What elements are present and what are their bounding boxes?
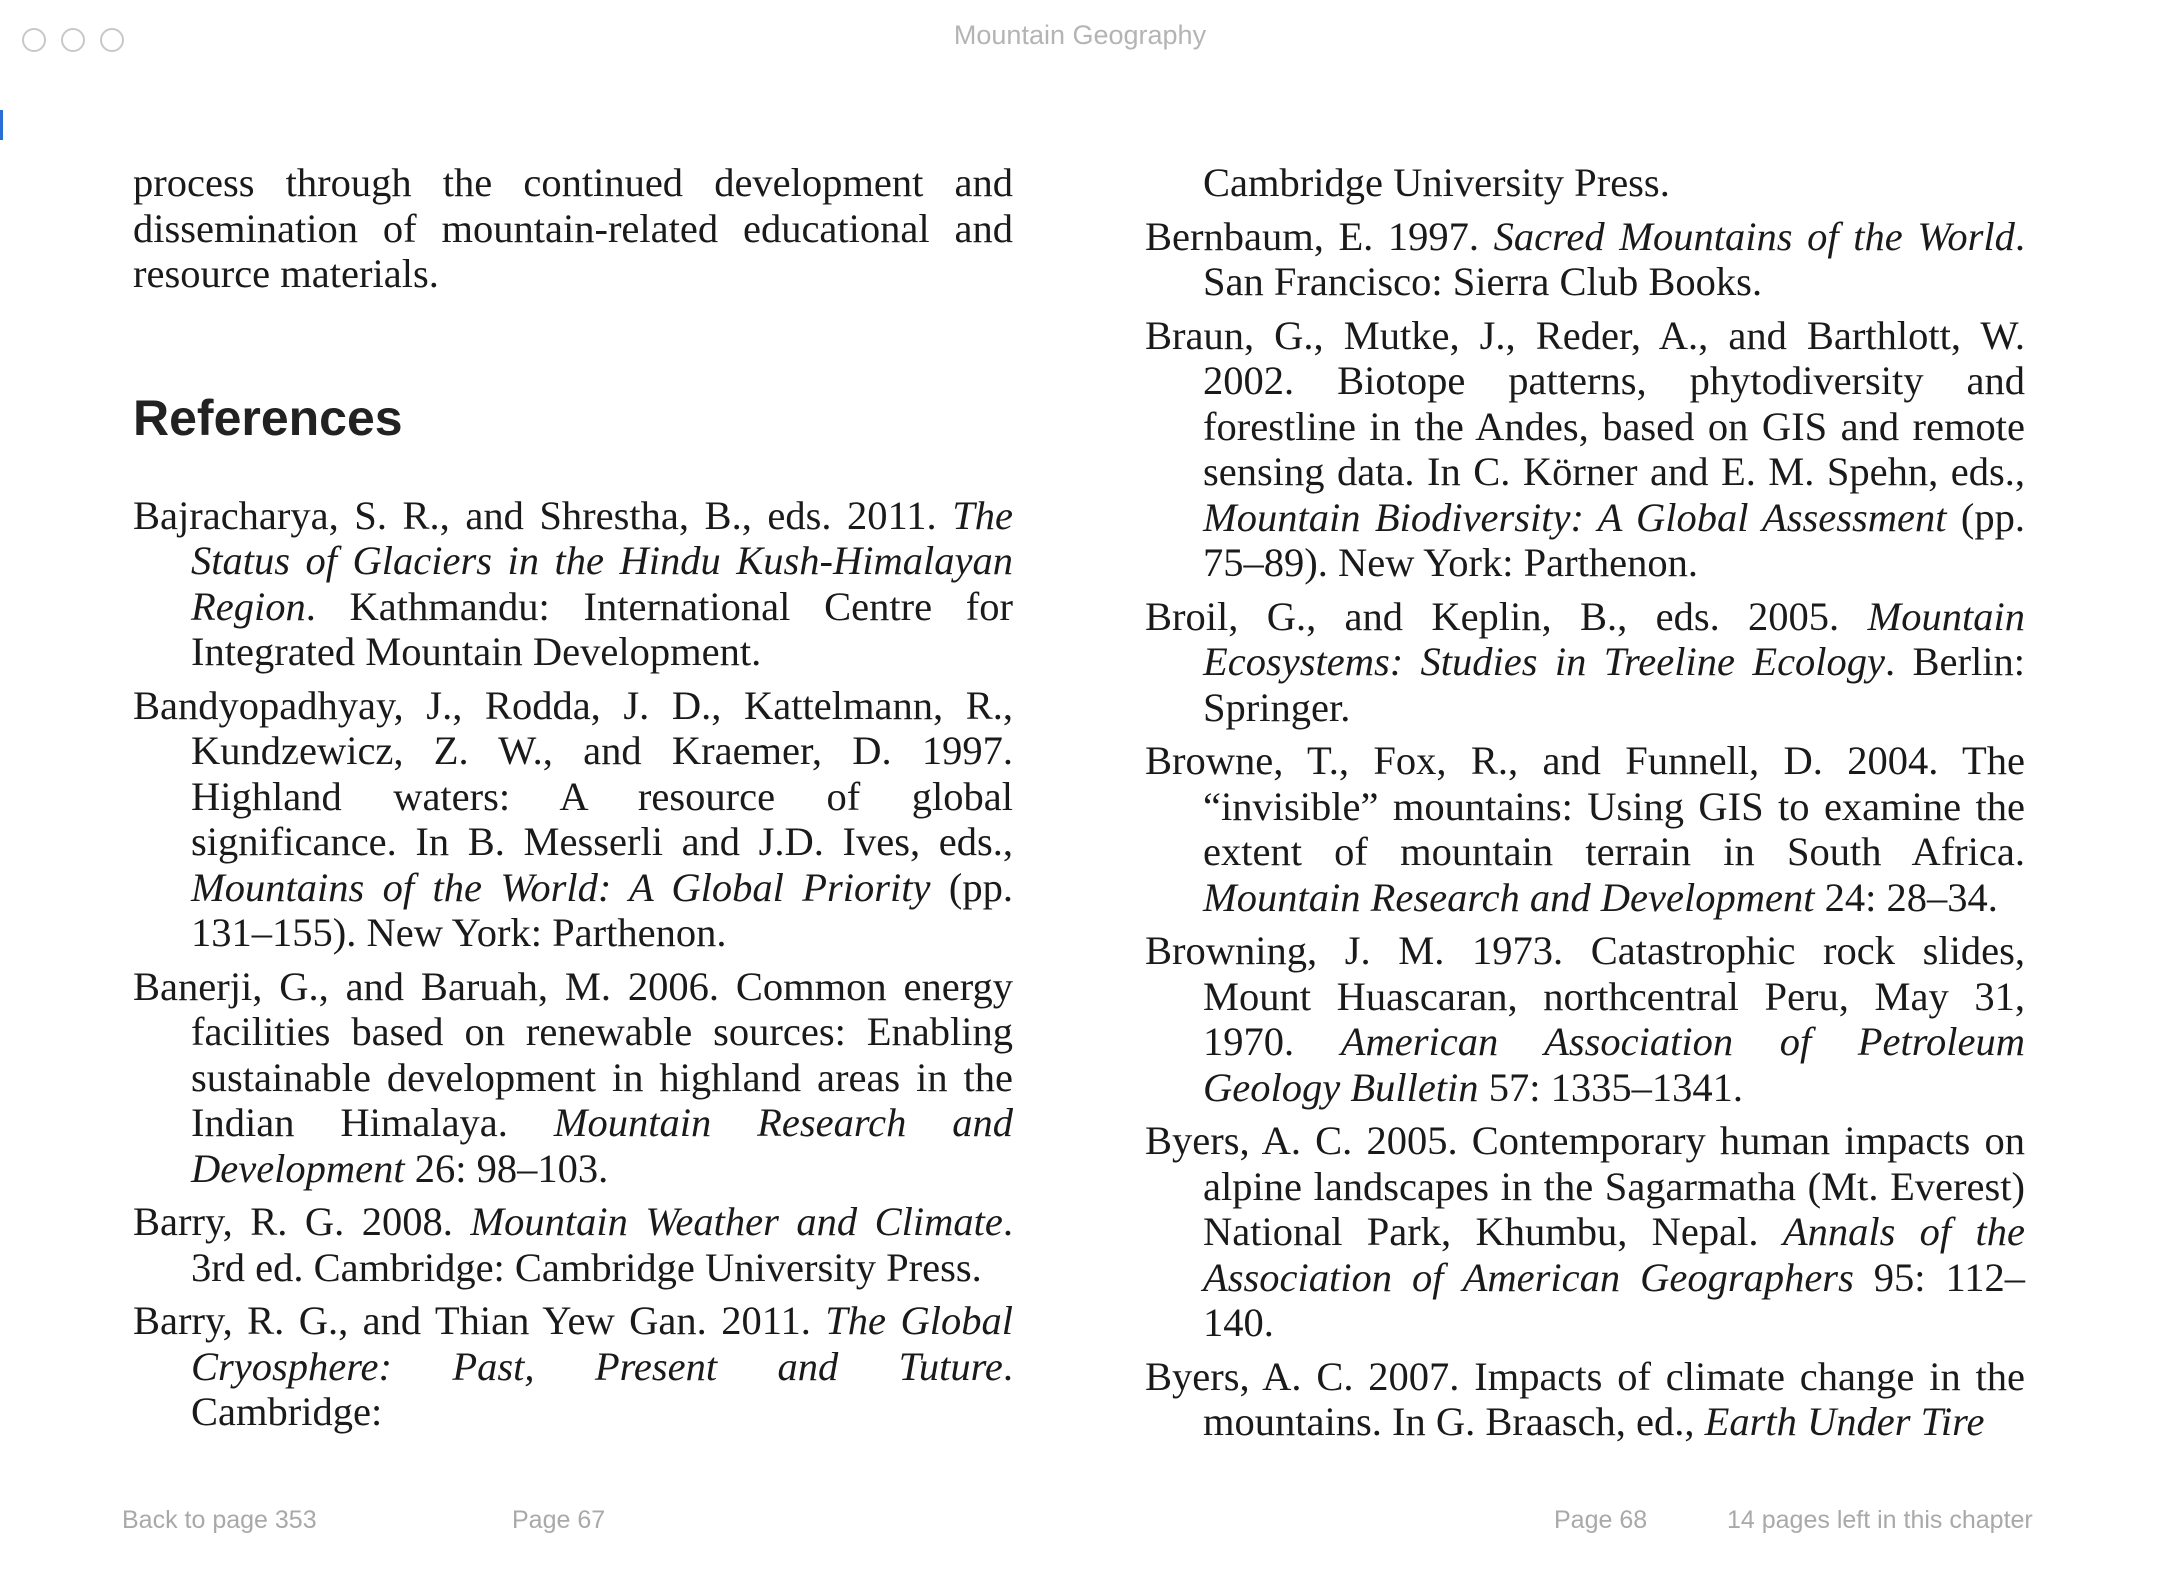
references-heading: References (133, 389, 403, 446)
reference-entry: Bajracharya, S. R., and Shrestha, B., eds. 2011. The Status of Glaciers in the Hindu Kush-Himalayan Region. Kathmandu: International Centre for Integrated Mountain Development. (133, 492, 1013, 674)
reference-entry: Banerji, G., and Baruah, M. 2006. Common energy facilities based on renewable sources: Enabling sustainable development in highland areas in the Indian Himalaya. Mountain Research and Development 26: 98–103. (133, 963, 1013, 1191)
left-page-number: Page 67 (512, 1506, 606, 1534)
reference-entry: Byers, A. C. 2005. Contemporary human impacts on alpine landscapes in the Sagarmatha (Mt. Everest) National Park, Khumbu, Nepal. Annals of the Association of American Geographers 95: 112–140. (1145, 1118, 2025, 1345)
reference-entry: Braun, G., Mutke, J., Reder, A., and Barthlott, W. 2002. Biotope patterns, phytodiversity and forestline in the Andes, based on GIS and remote sensing data. In C. Körner and E. M. Spehn, eds., Mountain Biodiversity: A Global Assessment (pp. 75–89). New York: Parthenon. (1145, 312, 2025, 585)
reference-entry: Barry, R. G., and Thian Yew Gan. 2011. The Global Cryosphere: Past, Present and Tuture. Cambridge: (133, 1298, 1013, 1434)
reference-entry: Bernbaum, E. 1997. Sacred Mountains of the World. San Francisco: Sierra Club Books. (1145, 213, 2025, 304)
back-to-page-link[interactable]: Back to page 353 (122, 1506, 317, 1534)
reference-entry: Bandyopadhyay, J., Rodda, J. D., Kattelmann, R., Kundzewicz, Z. W., and Kraemer, D. 1997. Highland waters: A resource of global significance. In B. Messerli and J.D. Ives, eds., Mountains of the World: A Global Priority (pp. 131–155). New York: Parthenon. (133, 682, 1013, 955)
title-bar (0, 0, 2160, 78)
reference-entry: Byers, A. C. 2007. Impacts of climate change in the mountains. In G. Braasch, ed., Earth Under Tire (1145, 1353, 2025, 1444)
reference-continuation: Cambridge University Press. (1203, 160, 1670, 205)
reference-entry: Barry, R. G. 2008. Mountain Weather and Climate. 3rd ed. Cambridge: Cambridge University Press. (133, 1199, 1014, 1290)
reference-entry: Broil, G., and Keplin, B., eds. 2005. Mountain Ecosystems: Studies in Treeline Ecology. Berlin: Springer. (1145, 593, 2025, 730)
intro-paragraph: process through the continued development and dissemination of mountain-related educational and resource materials. (133, 160, 1013, 296)
reference-entry: Browning, J. M. 1973. Catastrophic rock slides, Mount Huascaran, northcentral Peru, May 31, 1970. American Association of Petroleum Geology Bulletin 57: 1335–1341. (1145, 928, 2026, 1110)
left-page (133, 160, 1013, 1443)
right-page-number: Page 68 (1554, 1506, 1648, 1534)
window-edge-accent (0, 110, 3, 140)
right-page (1145, 160, 2025, 1453)
pages-left-indicator: 14 pages left in this chapter (1727, 1506, 2033, 1534)
window-title: Mountain Geography (953, 20, 1207, 50)
reference-entry: Browne, T., Fox, R., and Funnell, D. 2004. The “invisible” mountains: Using GIS to examine the extent of mountain terrain in South Africa. Mountain Research and Development 24: 28–34. (1145, 738, 2025, 920)
